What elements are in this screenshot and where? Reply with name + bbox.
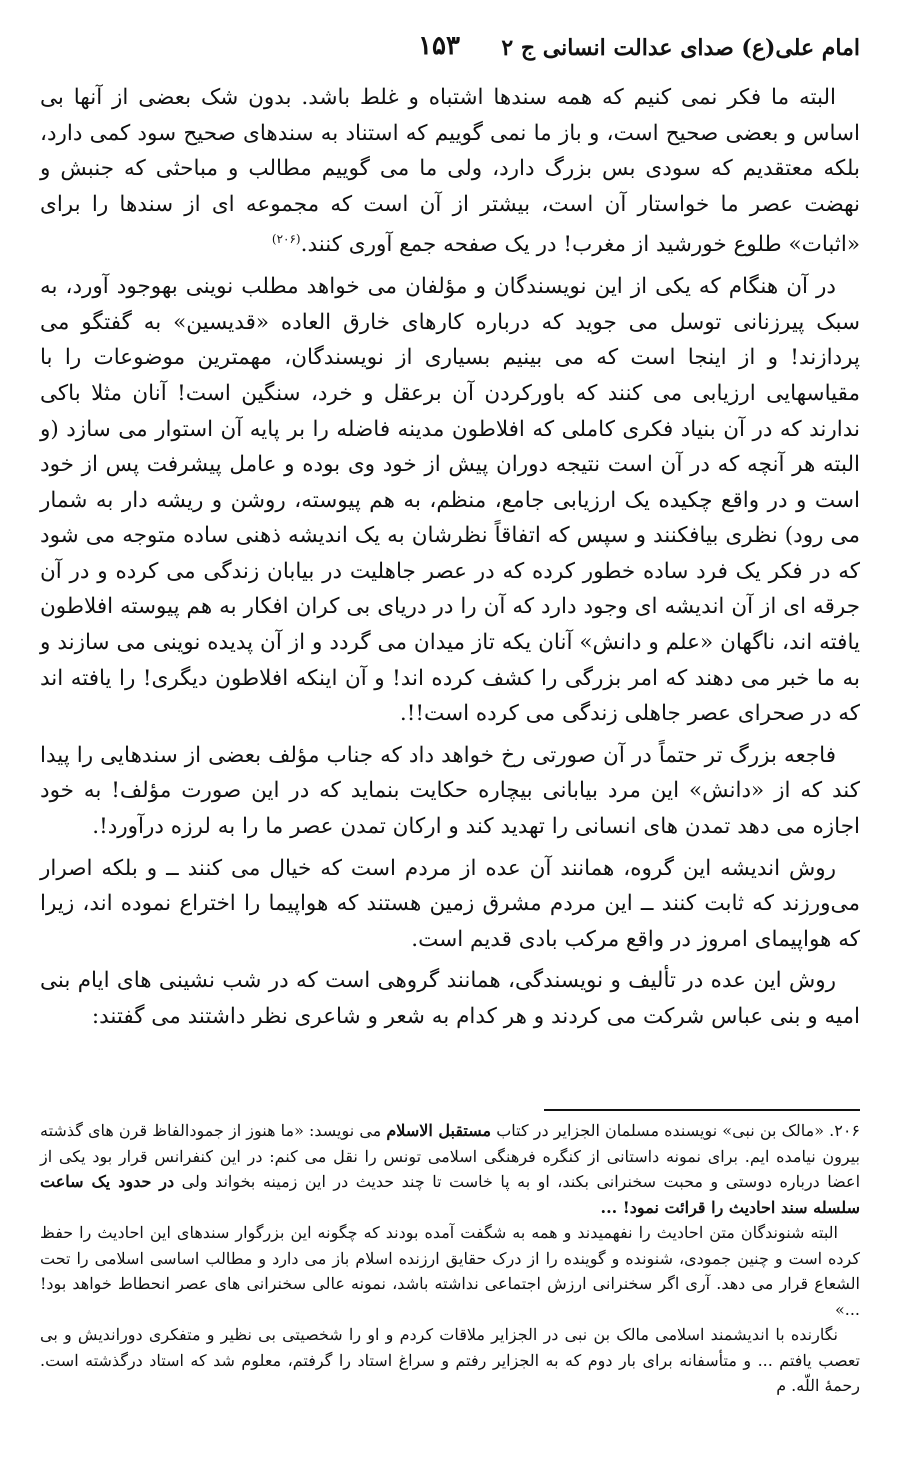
paragraph: فاجعه بزرگ تر حتماً در آن صورتی رخ خواهد داد که جناب مؤلف بعضی از سندهایی را پیدا کند که از «دانش» این مرد بیابانی بیچاره حکایت بنماید که در این صورت مؤلف! به خود اجازه می دهد تمدن های انسانی را تهدید کند و ارکان تمدن عصر ما را به لرزه درآورد!. — [40, 742, 860, 840]
running-title: امام علی(ع) صدای عدالت انسانی ج ۲ — [501, 35, 860, 61]
paragraph: روش اندیشه این گروه، همانند آن عده از مردم است که خیال می کنند ــ و بلکه اصرار می‌ورزند که ثابت کنند ــ این مردم مشرق زمین هستند که هواپیما را اختراع نموده اند، زیرا که هواپیمای امروز در واقع مرکب بادی قدیم است. — [40, 855, 860, 952]
page-number: ۱۵۳ — [418, 31, 460, 61]
main-text — [40, 80, 860, 1041]
footnote-text: می نویسد: «ما هنوز از جمودالفاظ قرن های گذشته بیرون نیامده ایم. برای نمونه داستانی از کنگره فرهنگی اسلامی تونس را نقل می کنم: در این کنفرانس قرار بود یکی از اعضا درباره دوستی و محبت سخنرانی بکند، او به پا خاست تا چند حدیث در این زمینه بخواند ولی — [40, 1121, 861, 1191]
footnote-text: ۲۰۶. «مالک بن نبی» نویسنده مسلمان الجزایر در کتاب — [491, 1121, 860, 1140]
paragraph: روش این عده در تألیف و نویسندگی، همانند گروهی است که در شب نشینی های ایام بنی امیه و بنی عباس شرکت می کردند و هر کدام به شعر و شاعری نظر داشتند می گفتند: — [40, 968, 860, 1029]
paragraph: در آن هنگام که یکی از این نویسندگان و مؤلفان می خواهد مطلب نوینی بهوجود آورد، به سبک پیرزنانی توسل می جوید که درباره کارهای خارق العاده «قدیسین» به گفتگو می پردازند! و از اینجا است که می بینیم بسیاری از نویسندگان، مهمترین موضوعات را با مقیاسهایی ارزیابی می کنند که باورکردن آن برعقل و خرد، سنگین است! آنان مثلا باکی ندارند که در آن بنیاد فکری کاملی که افلاطون مدینه فاضله را بر پایه آن استوار می سازد (و البته هر آنچه که در آن است نتیجه دوران پیش از خود وی بوده و عامل پیشرفت پس از خود است و در واقع چکیده یک ارزیابی جامع، منظم، به هم پیوسته، روشن و ریشه دار به شمار می رود) نظری بیافکنند و سپس که اتفاقاً نظرشان به یک اندیشه ذهنی ساده متوجه می شود که در فکر یک فرد ساده خطور کرده که در عصر جاهلیت در بیابان زندگی می کرده و در آن جرقه ای از آن اندیشه ای وجود دارد که آن را در دریای بی کران افکار به هم پیوسته افلاطون یافته اند، ناگهان «علم و دانش» آنان یکه تاز میدان می گردد و از آن پدیده نوینی می سازند و به ما خبر می دهند که امر بزرگی را کشف کرده اند! و آن اینکه افلاطون دیگری! را یافته اند که در صحرای عصر جاهلی زندگی می کرده است!!. — [40, 274, 860, 727]
footnote-divider — [544, 1109, 860, 1111]
footnotes — [40, 1118, 860, 1399]
footnote — [40, 1118, 860, 1220]
footnote-reference: (۲۰۶) — [271, 232, 301, 247]
footnote-emphasis: در حدود یک ساعت سلسله سند احادیث را قرائت نمود! ... — [40, 1172, 860, 1217]
footnote-book-title: مستقبل الاسلام — [386, 1121, 492, 1140]
footnote-translator-note: نگارنده با اندیشمند اسلامی مالک بن نبی در الجزایر ملاقات کردم و او را شخصیتی بی نظیر و متفکری دوراندیش و بی تعصب یافتم ... و متأسفانه برای بار دوم که به الجزایر رفتم و سراغ استاد را گرفتم، معلوم شد که استاد درگذشته است. رحمهٔ اللّه. م — [40, 1325, 860, 1395]
paragraph-text: البته ما فکر نمی کنیم که همه سندها اشتباه و غلط باشد. بدون شک بعضی از آنها بی اساس و بعضی صحیح است، و باز ما نمی گوییم که استناد به سندهای صحیح سود کمی دارد، بلکه معتقدیم که سودی بس بزرگ دارد، ولی ما می گوییم مطالب و مباحثی که جنبش و نهضت عصر ما خواستار آن است، بیشتر از آن است که مجموعه ای از سندها را برای «اثبات» طلوع خورشید از مغرب! در یک صفحه جمع آوری کنند. — [40, 85, 860, 258]
page-header — [40, 28, 860, 72]
paragraph — [40, 80, 860, 263]
footnote-continuation: البته شنوندگان متن احادیث را نفهمیدند و همه به شگفت آمده بودند که چگونه این بزرگوار سندهای این احادیث را حفظ کرده است و چنین جمودی، شنونده و گوینده را از درک حقایق ارزنده اسلام باز می دارد و مطالب اساسی اسلامی را تحت الشعاع قرار می دهد. آری اگر سخنرانی ارزش اجتماعی نداشته باشد، نمونه عالی سخنرانی های عصر انحطاط خواهد بود! ...» — [40, 1223, 860, 1319]
